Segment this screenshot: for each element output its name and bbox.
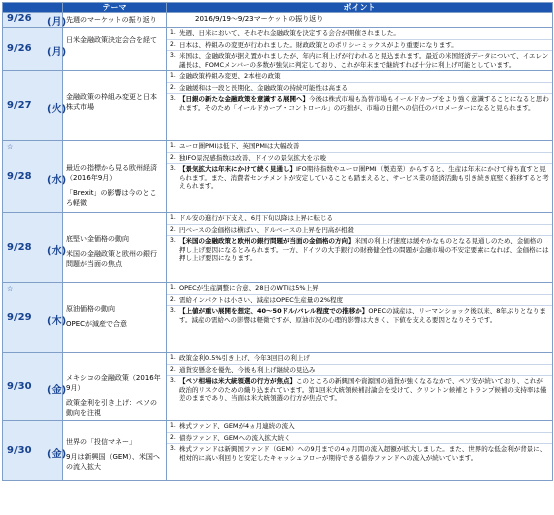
point-item	[167, 365, 552, 377]
table-row[interactable]	[3, 141, 553, 213]
point-item	[167, 51, 552, 70]
point-number: 3.	[170, 52, 176, 59]
point-text: 金融緩和は一段と長期化、金融政策の持続可能性は高まる	[179, 83, 348, 92]
point-number: 2.	[170, 153, 176, 161]
point-number: 1.	[170, 354, 176, 361]
date-label: 9/30	[7, 445, 32, 456]
date-label: 9/28	[7, 171, 32, 182]
point-text: 2016/9/19～9/23マーケットの振り返り	[195, 15, 324, 23]
point-item	[167, 283, 552, 295]
theme-line: メキシコの金融政策（2016年9月）	[66, 374, 161, 392]
point-number: 2.	[170, 295, 176, 303]
point-item	[167, 94, 552, 113]
point-number: 1.	[170, 72, 176, 79]
weekday-label: (水)	[47, 175, 67, 186]
point-text: 債券ファンド、GEMへの流入拡大続く	[179, 433, 291, 442]
point-text: 日本は、枠組みの変更が行われました。財政政策とのポリシーミックスがより重要になります。	[179, 40, 458, 49]
points-cell	[167, 71, 553, 141]
table-row[interactable]	[3, 28, 553, 71]
point-number: 3.	[170, 445, 176, 452]
point-heading: 【景気拡大は年末にかけて続く見通し】	[179, 165, 296, 173]
point-number: 1.	[170, 214, 176, 221]
point-number: 3.	[170, 307, 176, 314]
point-number: 1.	[170, 142, 176, 149]
point-item	[167, 141, 552, 153]
theme-cell[interactable]	[63, 283, 167, 353]
table-row[interactable]	[3, 213, 553, 283]
date-label: 9/27	[7, 100, 32, 111]
point-item	[167, 433, 552, 445]
point-text: OPECの減産は、リーマンショック後以来、8年ぶりとなります。減産の需給への影響は軽微ですが、原油市況の心理的影響は大きく、下値を支える要因となりそうです。	[179, 307, 546, 324]
point-text: 先週、日米において、それぞれ金融政策を決定する会合が開催されました。	[179, 29, 400, 37]
theme-line: 世界の「投信マネー」	[66, 438, 136, 446]
point-number: 1.	[170, 422, 176, 429]
point-item	[167, 83, 552, 95]
point-text: 今後は株式市場も為替市場もイールドカーブをより強く意識することになると思われます。そのため「イールドカーブ・コントロール」の巧拙が、市場の日銀への信任のバロメーターになると見られます。	[179, 95, 549, 112]
weekday-label: (金)	[47, 385, 67, 396]
theme-cell[interactable]	[63, 71, 167, 141]
point-number: 2.	[170, 433, 176, 441]
theme-line: 「Brexit」の影響は今のところ軽微	[66, 189, 157, 207]
table-row[interactable]	[3, 13, 553, 28]
point-number: 2.	[170, 225, 176, 233]
theme-line: 米国の金融政策と欧州の銀行問題が当面の焦点	[66, 250, 157, 268]
table-row[interactable]	[3, 71, 553, 141]
date-cell	[3, 13, 67, 28]
theme-line: 9月は新興国（GEM）、米国への流入拡大	[66, 453, 160, 471]
date-cell	[3, 28, 67, 71]
points-header: ポイント	[167, 3, 553, 13]
point-item	[167, 213, 552, 225]
points-cell	[167, 141, 553, 213]
point-item	[167, 236, 552, 264]
point-item	[167, 444, 552, 463]
theme-line: OPECが減産で合意	[66, 320, 128, 328]
point-text: 米国は、金融政策が据え置かれましたが、年内に利上げが行われると見込まれます。最近の米国経済データについて、イエレン議長は、FOMCメンバーの多数が強気に判定しており、これが年末まで継続すれば十分に利上げ可能としています。	[179, 52, 549, 69]
point-heading: 【米国の金融政策と欧州の銀行問題が当面の金価格の方向】	[179, 237, 355, 245]
points-cell	[167, 28, 553, 71]
point-text: 通貨安懸念を優先、今後も利上げ継続の見込み	[179, 365, 316, 374]
weekday-label: (火)	[47, 104, 67, 115]
point-text: ドル安の進行が下支え、6月下旬以降は上昇に転じる	[179, 214, 334, 222]
point-text: 政策金利0.5%引き上げ、今年3回目の利上げ	[179, 354, 310, 362]
point-text: 株式ファンドは新興国ファンド（GEM）への9月までの4ヵ月間の流入超額が拡大しました。また、世界的な低金利が背景に、相対的に高い利回りと安定したキャッシュフローが期待できる債券ファンドへの流入が続いています。	[179, 445, 547, 462]
date-cell	[3, 353, 67, 421]
theme-cell[interactable]	[63, 28, 167, 71]
point-item	[167, 376, 552, 404]
points-cell	[167, 353, 553, 421]
theme-cell[interactable]	[63, 421, 167, 481]
date-cell	[3, 71, 67, 141]
point-text: 金融政策枠組み変更、2本柱の政策	[179, 72, 281, 80]
point-number: 3.	[170, 165, 176, 172]
table-row[interactable]	[3, 353, 553, 421]
point-item	[167, 295, 552, 307]
point-text: ユーロ圏PMIは低下、英国PMIは大幅改善	[179, 142, 300, 150]
table-row[interactable]	[3, 421, 553, 481]
point-number: 2.	[170, 83, 176, 91]
theme-cell[interactable]	[63, 13, 167, 28]
date-cell	[3, 421, 67, 481]
date-cell	[3, 141, 67, 213]
point-number: 1.	[170, 284, 176, 291]
point-text: 米国の利上げ速度は緩やかなものとなる見通しのため、金価格の押し上げ要因になるとみられます。一方、ドイツの大手銀行の財務健全性の問題が金融市場の不安定要素になれば、金価格には押し上げ要因になります。	[179, 237, 549, 262]
date-cell	[3, 213, 67, 283]
point-text: IFO期待指数やユーロ圏PMI（製造業）からすると、生産は年末にかけて持ち直すと見られます。また、消費者センチメントが安定していることも踏まえると、サービス業の経済活動も引き続き底堅く推移すると考えられます。	[179, 165, 549, 190]
theme-line: 日米金融政策決定会合を経て	[66, 36, 157, 44]
points-cell	[167, 213, 553, 283]
point-text: 需給インパクトは小さい、減産はOPEC生産量の2%程度	[179, 295, 344, 304]
theme-cell[interactable]	[63, 141, 167, 213]
point-item	[167, 71, 552, 83]
theme-cell[interactable]	[63, 213, 167, 283]
theme-cell[interactable]	[63, 353, 167, 421]
weekday-label: (月)	[47, 47, 67, 58]
theme-line: 金融政策の枠組み変更と日本株式市場	[66, 93, 157, 111]
report-table	[2, 2, 553, 481]
point-item	[167, 306, 552, 325]
point-number: 3.	[170, 95, 176, 102]
point-number: 1.	[170, 29, 176, 36]
theme-line: 底堅い金価格の動向	[66, 235, 129, 243]
point-item	[167, 13, 552, 25]
points-cell	[167, 283, 553, 353]
date-label: 9/28	[7, 242, 32, 253]
star-mark: ☆	[7, 143, 14, 151]
point-text: 円ベースの金価格は横ばい、ドルベースの上昇を円高が相殺	[179, 225, 354, 234]
point-item	[167, 153, 552, 165]
point-item	[167, 421, 552, 433]
point-heading: 【ペソ相場は米大統領選の行方が焦点】	[179, 377, 296, 385]
date-label: 9/30	[7, 381, 32, 392]
weekday-label: (月)	[47, 17, 67, 28]
theme-line: 最近の指標から見る欧州経済（2016年9月）	[66, 164, 157, 182]
weekday-label: (水)	[47, 246, 67, 257]
point-heading: 【日銀の新たな金融政策を意識する展開へ】	[179, 95, 309, 103]
points-cell	[167, 13, 553, 28]
date-label: 9/26	[7, 43, 32, 54]
theme-line: 政策金利を引き上げ：ペソの動向を注視	[66, 399, 157, 417]
date-label: 9/29	[7, 312, 32, 323]
weekday-label: (金)	[47, 449, 67, 460]
point-text: 独IFO景況感指数は改善、ドイツの景気拡大を示唆	[179, 153, 326, 162]
point-item	[167, 164, 552, 192]
point-number: 2.	[170, 365, 176, 373]
date-header	[3, 3, 63, 13]
point-item	[167, 28, 552, 40]
weekday-label: (木)	[47, 316, 67, 327]
theme-header: テーマ	[63, 3, 167, 13]
point-item	[167, 353, 552, 365]
star-mark: ☆	[7, 285, 14, 293]
point-number: 3.	[170, 377, 176, 384]
date-label: 9/26	[7, 13, 32, 24]
points-cell	[167, 421, 553, 481]
date-cell	[3, 283, 67, 353]
point-heading: 【上値が重い展開を想定、40～50ドル/バレル程度での推移か】	[179, 307, 369, 315]
point-item	[167, 225, 552, 237]
point-number: 2.	[170, 40, 176, 48]
point-item	[167, 40, 552, 52]
point-text: このところの新興国や資源国の通貨が強くなるなかで、ペソ安が続いており、これが政治的リスクのための織り込まれています。第1回米大統領候補討論会を受けて、クリントン候補とトランプ候補の支持率は僅差のままであり、当面は米大統領選の行方が焦点です。	[179, 377, 547, 402]
point-text: OPECが生産調整に合意、28日のWTIは5%上昇	[179, 284, 319, 292]
point-number: 3.	[170, 237, 176, 244]
theme-line: 原油価格の動向	[66, 305, 115, 313]
point-text: 株式ファンド、GEMが4ヵ月連続の流入	[179, 422, 295, 430]
table-row[interactable]	[3, 283, 553, 353]
theme-line: 先週のマーケットの振り返り	[66, 16, 157, 24]
